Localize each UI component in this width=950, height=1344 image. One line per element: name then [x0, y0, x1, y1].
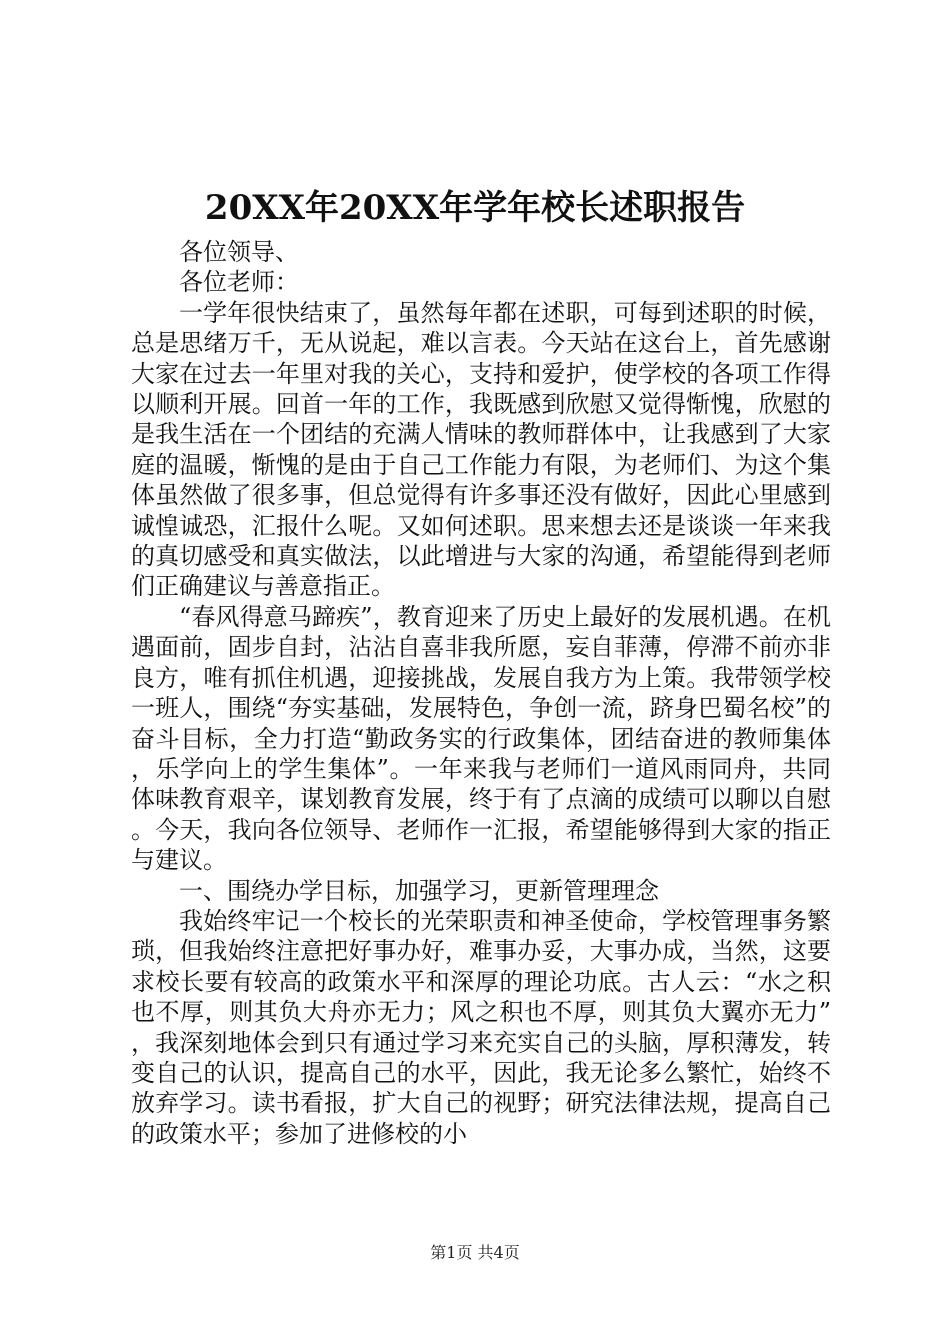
document-body: [131, 237, 831, 1149]
document-title: 20XX年20XX年学年校长述职报告: [204, 188, 746, 228]
salutation-teachers: 各位老师：: [179, 268, 299, 297]
paragraph-learning: 我始终牢记一个校长的光荣职责和神圣使命，学校管理事务繁琐，但我始终注意把好事办好，难事办妥，大事办成，当然，这要求校长要有较高的政策水平和深厚的理论功底。古人云：“水之积也不厚，则其负大舟亦无力；风之积也不厚，则其负大翼亦无力”，我深刻地体会到只有通过学习来充实自己的头脑，厚积薄发，转变自己的认识，提高自己的水平，因此，我无论多么繁忙，始终不放弃学习。读书看报，扩大自己的视野；研究法律法规，提高自己的政策水平；参加了进修校的小: [131, 906, 831, 1148]
paragraph-intro: 一学年很快结束了，虽然每年都在述职，可每到述职的时候，总是思绪万千，无从说起，难以言表。今天站在这台上，首先感谢大家在过去一年里对我的关心，支持和爱护，使学校的各项工作得以顺利开展。回首一年的工作，我既感到欣慰又觉得惭愧，欣慰的是我生活在一个团结的充满人情味的教师群体中，让我感到了大家庭的温暖，惭愧的是由于自己工作能力有限，为老师们、为这个集体虽然做了很多事，但总觉得有许多事还没有做好，因此心里感到诚惶诚恐，汇报什么呢。又如何述职。思来想去还是谈谈一年来我的真切感受和真实做法，以此增进与大家的沟通，希望能得到老师们正确建议与善意指正。: [131, 298, 831, 601]
section-heading-1: 一、围绕办学目标，加强学习，更新管理理念: [179, 876, 659, 905]
salutation-leaders: 各位领导、: [179, 238, 299, 266]
page-footer: 第1页 共4页: [430, 1243, 520, 1262]
paragraph-opportunity: “春风得意马蹄疾”，教育迎来了历史上最好的发展机遇。在机遇面前，固步自封，沾沾自喜非我所愿，妄自菲薄，停滞不前亦非良方，唯有抓住机遇，迎接挑战，发展自我方为上策。我带领学校一班人，围绕“夯实基础，发展特色，争创一流，跻身巴蜀名校”的奋斗目标，全力打造“勤政务实的行政集体，团结奋进的教师集体，乐学向上的学生集体”。一年来我与老师们一道风雨同舟，共同体味教育艰辛，谋划教育发展，终于有了点滴的成绩可以聊以自慰。今天，我向各位领导、老师作一汇报，希望能够得到大家的指正与建议。: [131, 602, 831, 875]
